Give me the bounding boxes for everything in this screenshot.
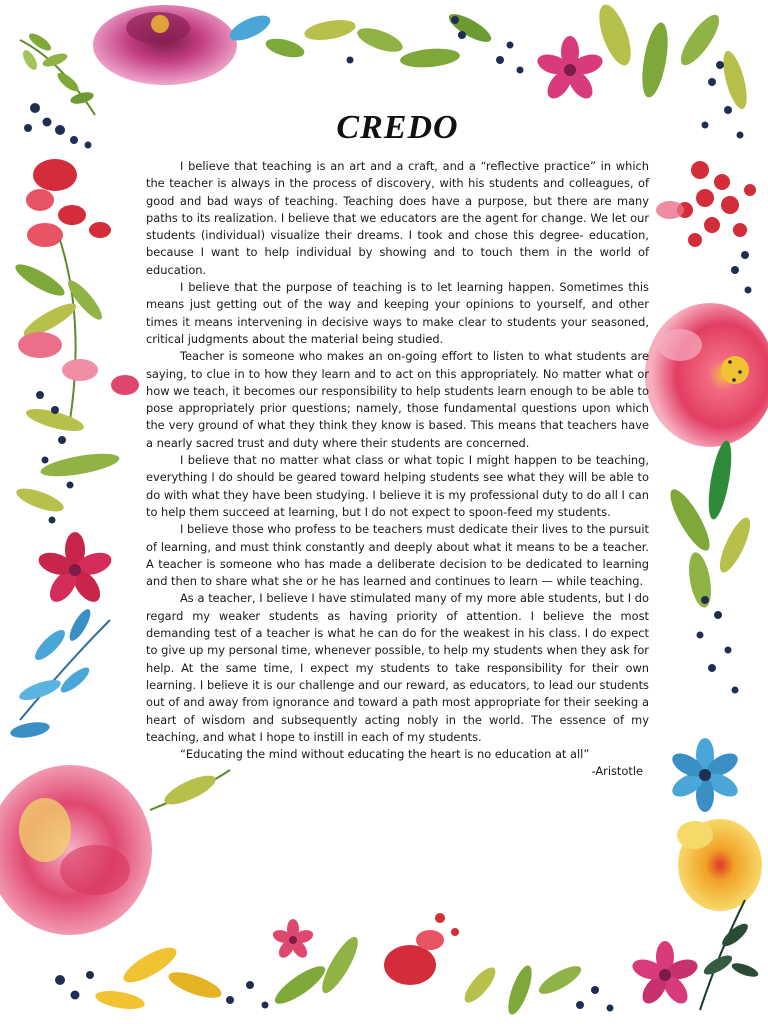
quote-attribution: -Aristotle (591, 764, 643, 779)
credo-paragraph-6: As a teacher, I believe I have stimulated many of my more able students, but I do regard my weaker students as having priority of attention. I believe the most demanding test of a teacher is what he can do for the weakest in his class. I do expect to give up my personal time, whenever possible, to help my students when they ask for help. At the same time, I expect my students to take responsibility for their own learning. I believe it is our challenge and our reward, as educators, to lead our students out of and away from ignorance and toward a path most appropriate for their seeking a heart of wisdom and subsequently acting nobly in the world. The essence of my teaching, and what I hope to instill in each of my students. (146, 591, 649, 744)
credo-paragraph-3: Teacher is someone who makes an on-going effort to listen to what students are saying, to clue in to how they learn and to act on this appropriately. No matter what or how we teach, it becomes our responsibility to help students learn enough to be able to pose appropriately prior questions; namely, those fundamental questions upon which the very ground of what they think they know is based. This means that teachers have a nearly sacred trust and duty where their students are concerned. (146, 349, 649, 450)
page-title: CREDO (336, 109, 459, 146)
credo-paragraph-1: I believe that teaching is an art and a craft, and a “reflective practice” in which the teacher is always in the process of discovery, with his students and colleagues, of good and bad ways of teaching. Teaching does have a purpose, but there are many paths to its realization. I believe that we educators are the agent for change. We let our students (individual) visualize their dreams. I took and chose this degree- education, because I want to help individual by showing and to touch them in the world of education. (146, 159, 649, 277)
bottom-floral-cluster (55, 913, 700, 1017)
credo-document (146, 108, 649, 781)
credo-paragraph-2: I believe that the purpose of teaching is to let learning happen. Sometimes this means just getting out of the way and keeping your opinions to yourself, and other times it means intervening in decisive ways to make clear to students your seasoned, critical judgments about the material being studied. (146, 280, 649, 346)
credo-paragraph-4: I believe that no matter what class or what topic I might happen to be teaching, everything I do should be geared toward helping students see what they will be able to do with what they have been studying. I believe it is my professional duty to do all I can to help them succeed at learning, but I do not expect to spoon-feed my students. (146, 453, 649, 519)
right-floral-cluster (645, 161, 768, 1010)
credo-paragraph-5: I believe those who profess to be teachers must dedicate their lives to the pursuit of learning, and must think constantly and deeply about what it means to be a teacher. A teacher is someone who has made a deliberate decision to be dedicated to learning and then to share what she or he has learned and continues to learn — while teaching. (146, 522, 649, 589)
aristotle-quote: “Educating the mind without educating the heart is no education at all” (180, 747, 590, 762)
